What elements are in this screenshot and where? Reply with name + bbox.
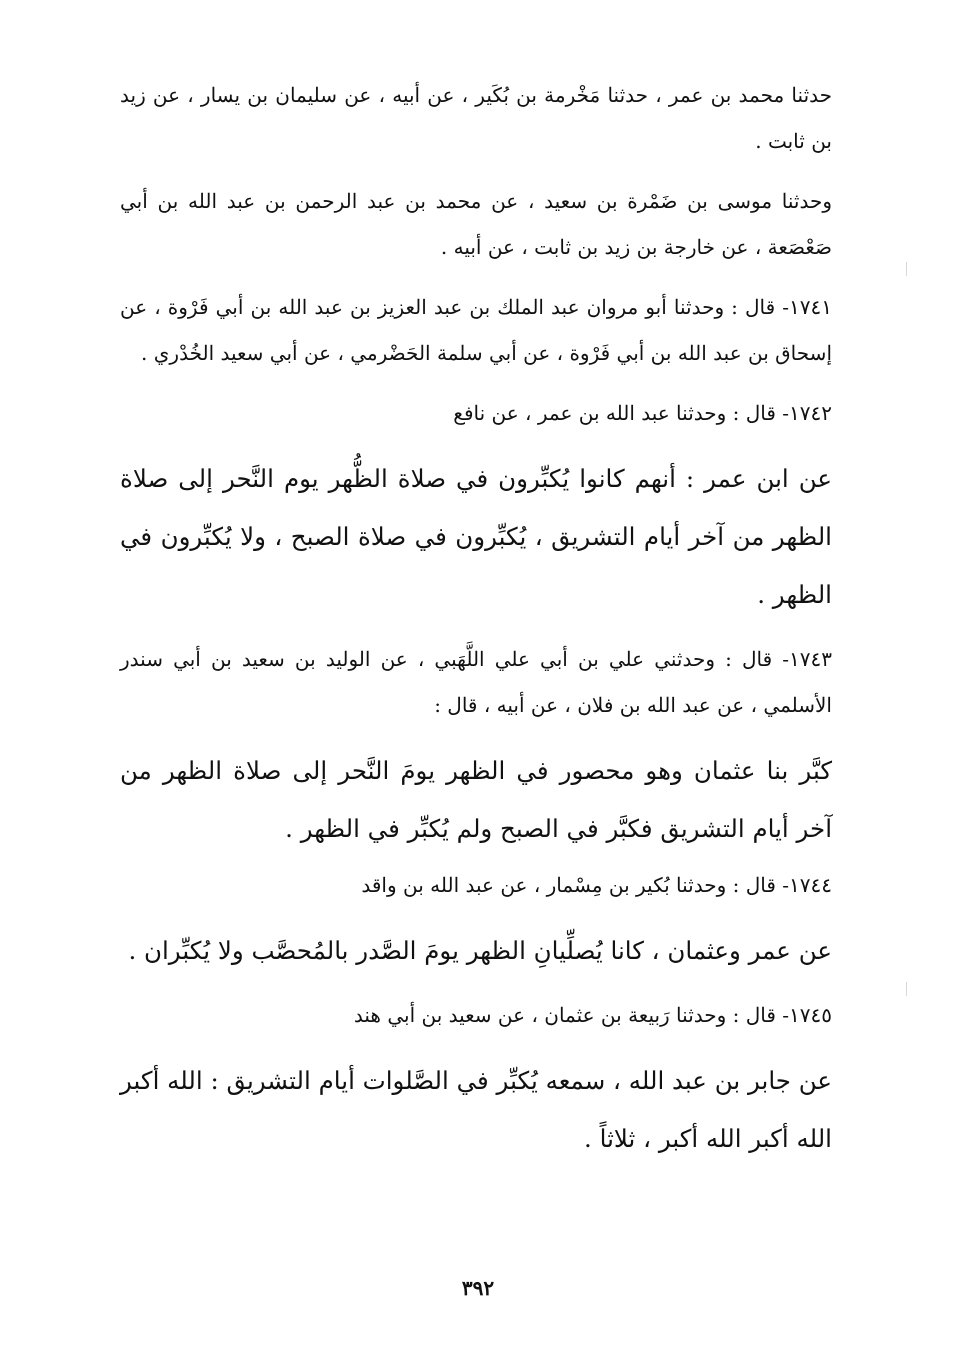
page-number: ٣٩٢ — [461, 1276, 495, 1300]
hadith-1742-isnad: ١٧٤٢- قال : وحدثنا عبد الله بن عمر ، عن نافع — [453, 401, 832, 425]
hadith-1745-isnad: ١٧٤٥- قال : وحدثنا رَبيعة بن عثمان ، عن سعيد بن أبي هند — [353, 1003, 832, 1027]
hadith-1745-matn: عن جابر بن عبد الله ، سمعه يُكبِّر في الصَّلوات أيام التشريق : الله أكبر الله أكبر الله أكبر ، ثلاثاً . — [120, 1066, 832, 1153]
scan-speck — [906, 262, 907, 276]
scan-speck — [906, 982, 907, 996]
hadith-1744-matn: عن عمر وعثمان ، كانا يُصلِّيانِ الظهر يومَ الصَّدر بالمُحصَّب ولا يُكبِّران . — [128, 936, 832, 965]
hadith-1744-isnad: ١٧٤٤- قال : وحدثنا بُكير بن مِسْمار ، عن عبد الله بن واقد — [361, 873, 832, 897]
hadith-1743-matn: كبَّر بنا عثمان وهو محصور في الظهر يومَ النَّحر إلى صلاة الظهر من آخر أيام التشريق فكبَّر في الصبح ولم يُكبِّر في الظهر . — [120, 756, 832, 843]
hadith-1743-isnad: ١٧٤٣- قال : وحدثني علي بن أبي علي اللَّهَبي ، عن الوليد بن سعيد بن أبي سندر الأسلمي ، عن عبد الله بن فلان ، عن أبيه ، قال : — [120, 647, 832, 717]
isnad-paragraph: حدثنا محمد بن عمر ، حدثنا مَخْرمة بن بُكَير ، عن أبيه ، عن سليمان بن يسار ، عن زيد بن ثابت . — [120, 83, 832, 153]
isnad-paragraph: وحدثنا موسى بن ضَمْرة بن سعيد ، عن محمد بن عبد الرحمن بن عبد الله بن أبي صَعْصَعة ، عن خارجة بن زيد بن ثابت ، عن أبيه . — [120, 189, 832, 259]
text-column — [120, 72, 832, 1180]
hadith-1742-matn: عن ابن عمر : أنهم كانوا يُكبِّرون في صلاة الظُّهر يوم النَّحر إلى صلاة الظهر من آخر أيام التشريق ، يُكبِّرون في صلاة الصبح ، ولا يُكبِّرون في الظهر . — [120, 464, 832, 609]
hadith-1741-isnad: ١٧٤١- قال : وحدثنا أبو مروان عبد الملك بن عبد العزيز بن عبد الله بن أبي فَرْوة ، عن إسحاق بن عبد الله بن أبي فَرْوة ، عن أبي سلمة الحَضْرمي ، عن أبي سعيد الخُدْري . — [120, 295, 832, 365]
